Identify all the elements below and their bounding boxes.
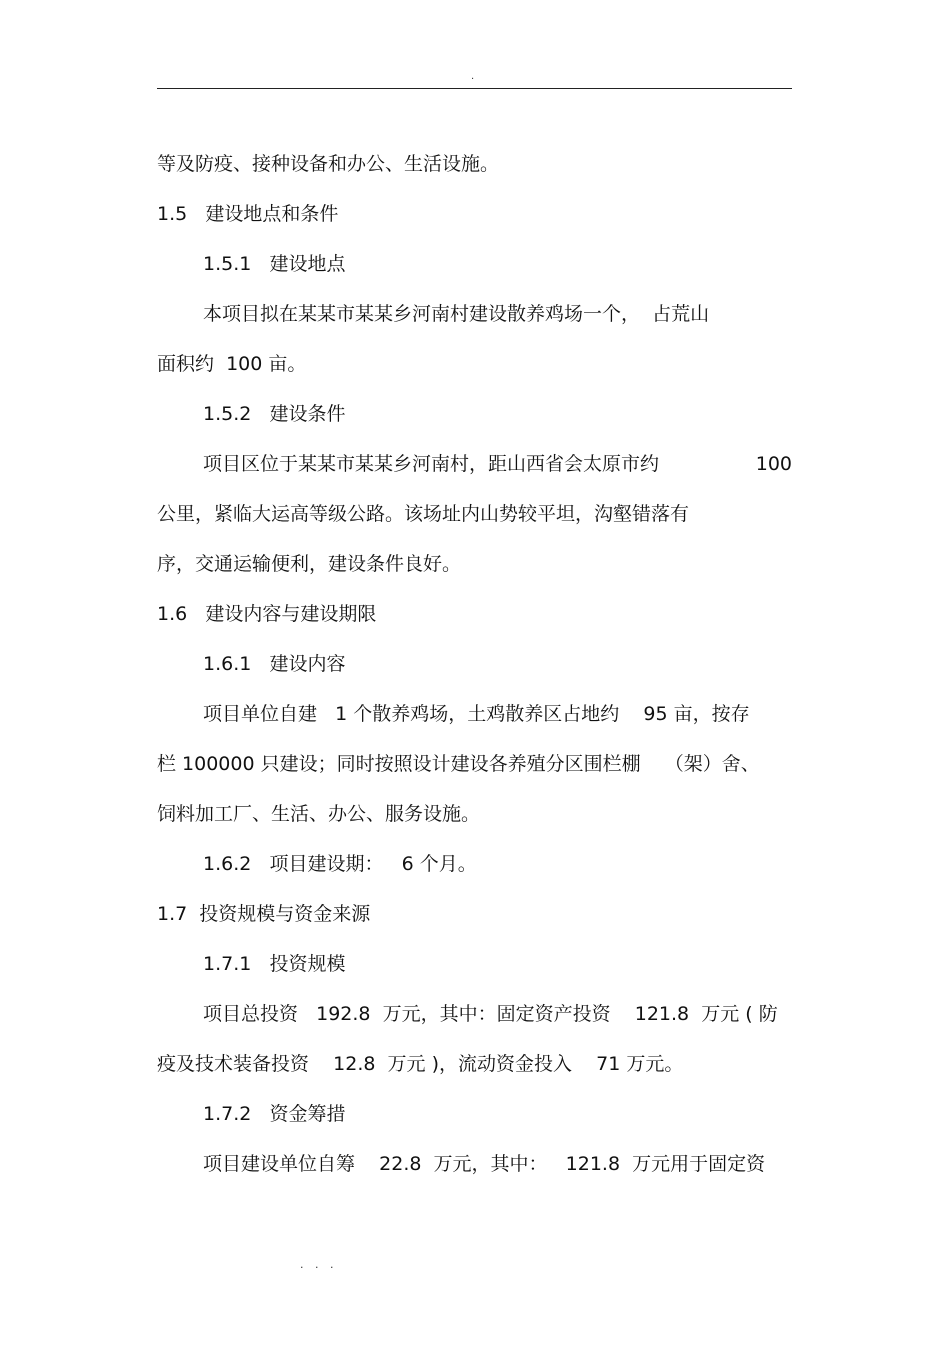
footer-dots: . . .: [300, 1258, 338, 1271]
section-heading-1-5: 1.5 建设地点和条件: [157, 203, 339, 225]
text-line-11: 疫及技术装备投资 12.8 万元 )，流动资金投入 71 万元。: [157, 1053, 684, 1075]
subsection-heading-1-5-2: 1.5.2 建设条件: [203, 403, 346, 425]
text-line-8: 栏 100000 只建设；同时按照设计建设各养殖分区围栏棚 （架）舍、: [157, 753, 760, 775]
text-line-4-number: 100: [755, 453, 792, 475]
subsection-heading-1-7-1: 1.7.1 投资规模: [203, 953, 346, 975]
text-line-1: 等及防疫、接种设备和办公、生活设施。: [157, 153, 500, 175]
text-line-4-main: 项目区位于某某市某某乡河南村，距山西省会太原市约: [203, 453, 660, 475]
section-heading-1-6: 1.6 建设内容与建设期限: [157, 603, 377, 625]
text-line-2: 本项目拟在某某市某某乡河南村建设散养鸡场一个， 占荒山: [203, 303, 710, 325]
subsection-heading-1-6-2: 1.6.2 项目建设期： 6 个月。: [203, 853, 477, 875]
section-heading-1-7: 1.7 投资规模与资金来源: [157, 903, 371, 925]
text-line-12: 项目建设单位自筹 22.8 万元，其中： 121.8 万元用于固定资: [203, 1153, 766, 1175]
header-rule: [157, 88, 792, 89]
text-line-10: 项目总投资 192.8 万元，其中：固定资产投资 121.8 万元 ( 防: [203, 1003, 778, 1025]
text-line-4: [203, 452, 792, 476]
text-line-9: 饲料加工厂、生活、办公、服务设施。: [157, 803, 481, 825]
header-dot: .: [471, 71, 475, 82]
subsection-heading-1-5-1: 1.5.1 建设地点: [203, 253, 346, 275]
subsection-heading-1-6-1: 1.6.1 建设内容: [203, 653, 346, 675]
text-line-6: 序，交通运输便利，建设条件良好。: [157, 553, 462, 575]
text-line-3: 面积约 100 亩。: [157, 353, 307, 375]
text-line-7: 项目单位自建 1 个散养鸡场，土鸡散养区占地约 95 亩，按存: [203, 703, 750, 725]
subsection-heading-1-7-2: 1.7.2 资金筹措: [203, 1103, 346, 1125]
text-line-5: 公里，紧临大运高等级公路。该场址内山势较平坦，沟壑错落有: [157, 503, 690, 525]
